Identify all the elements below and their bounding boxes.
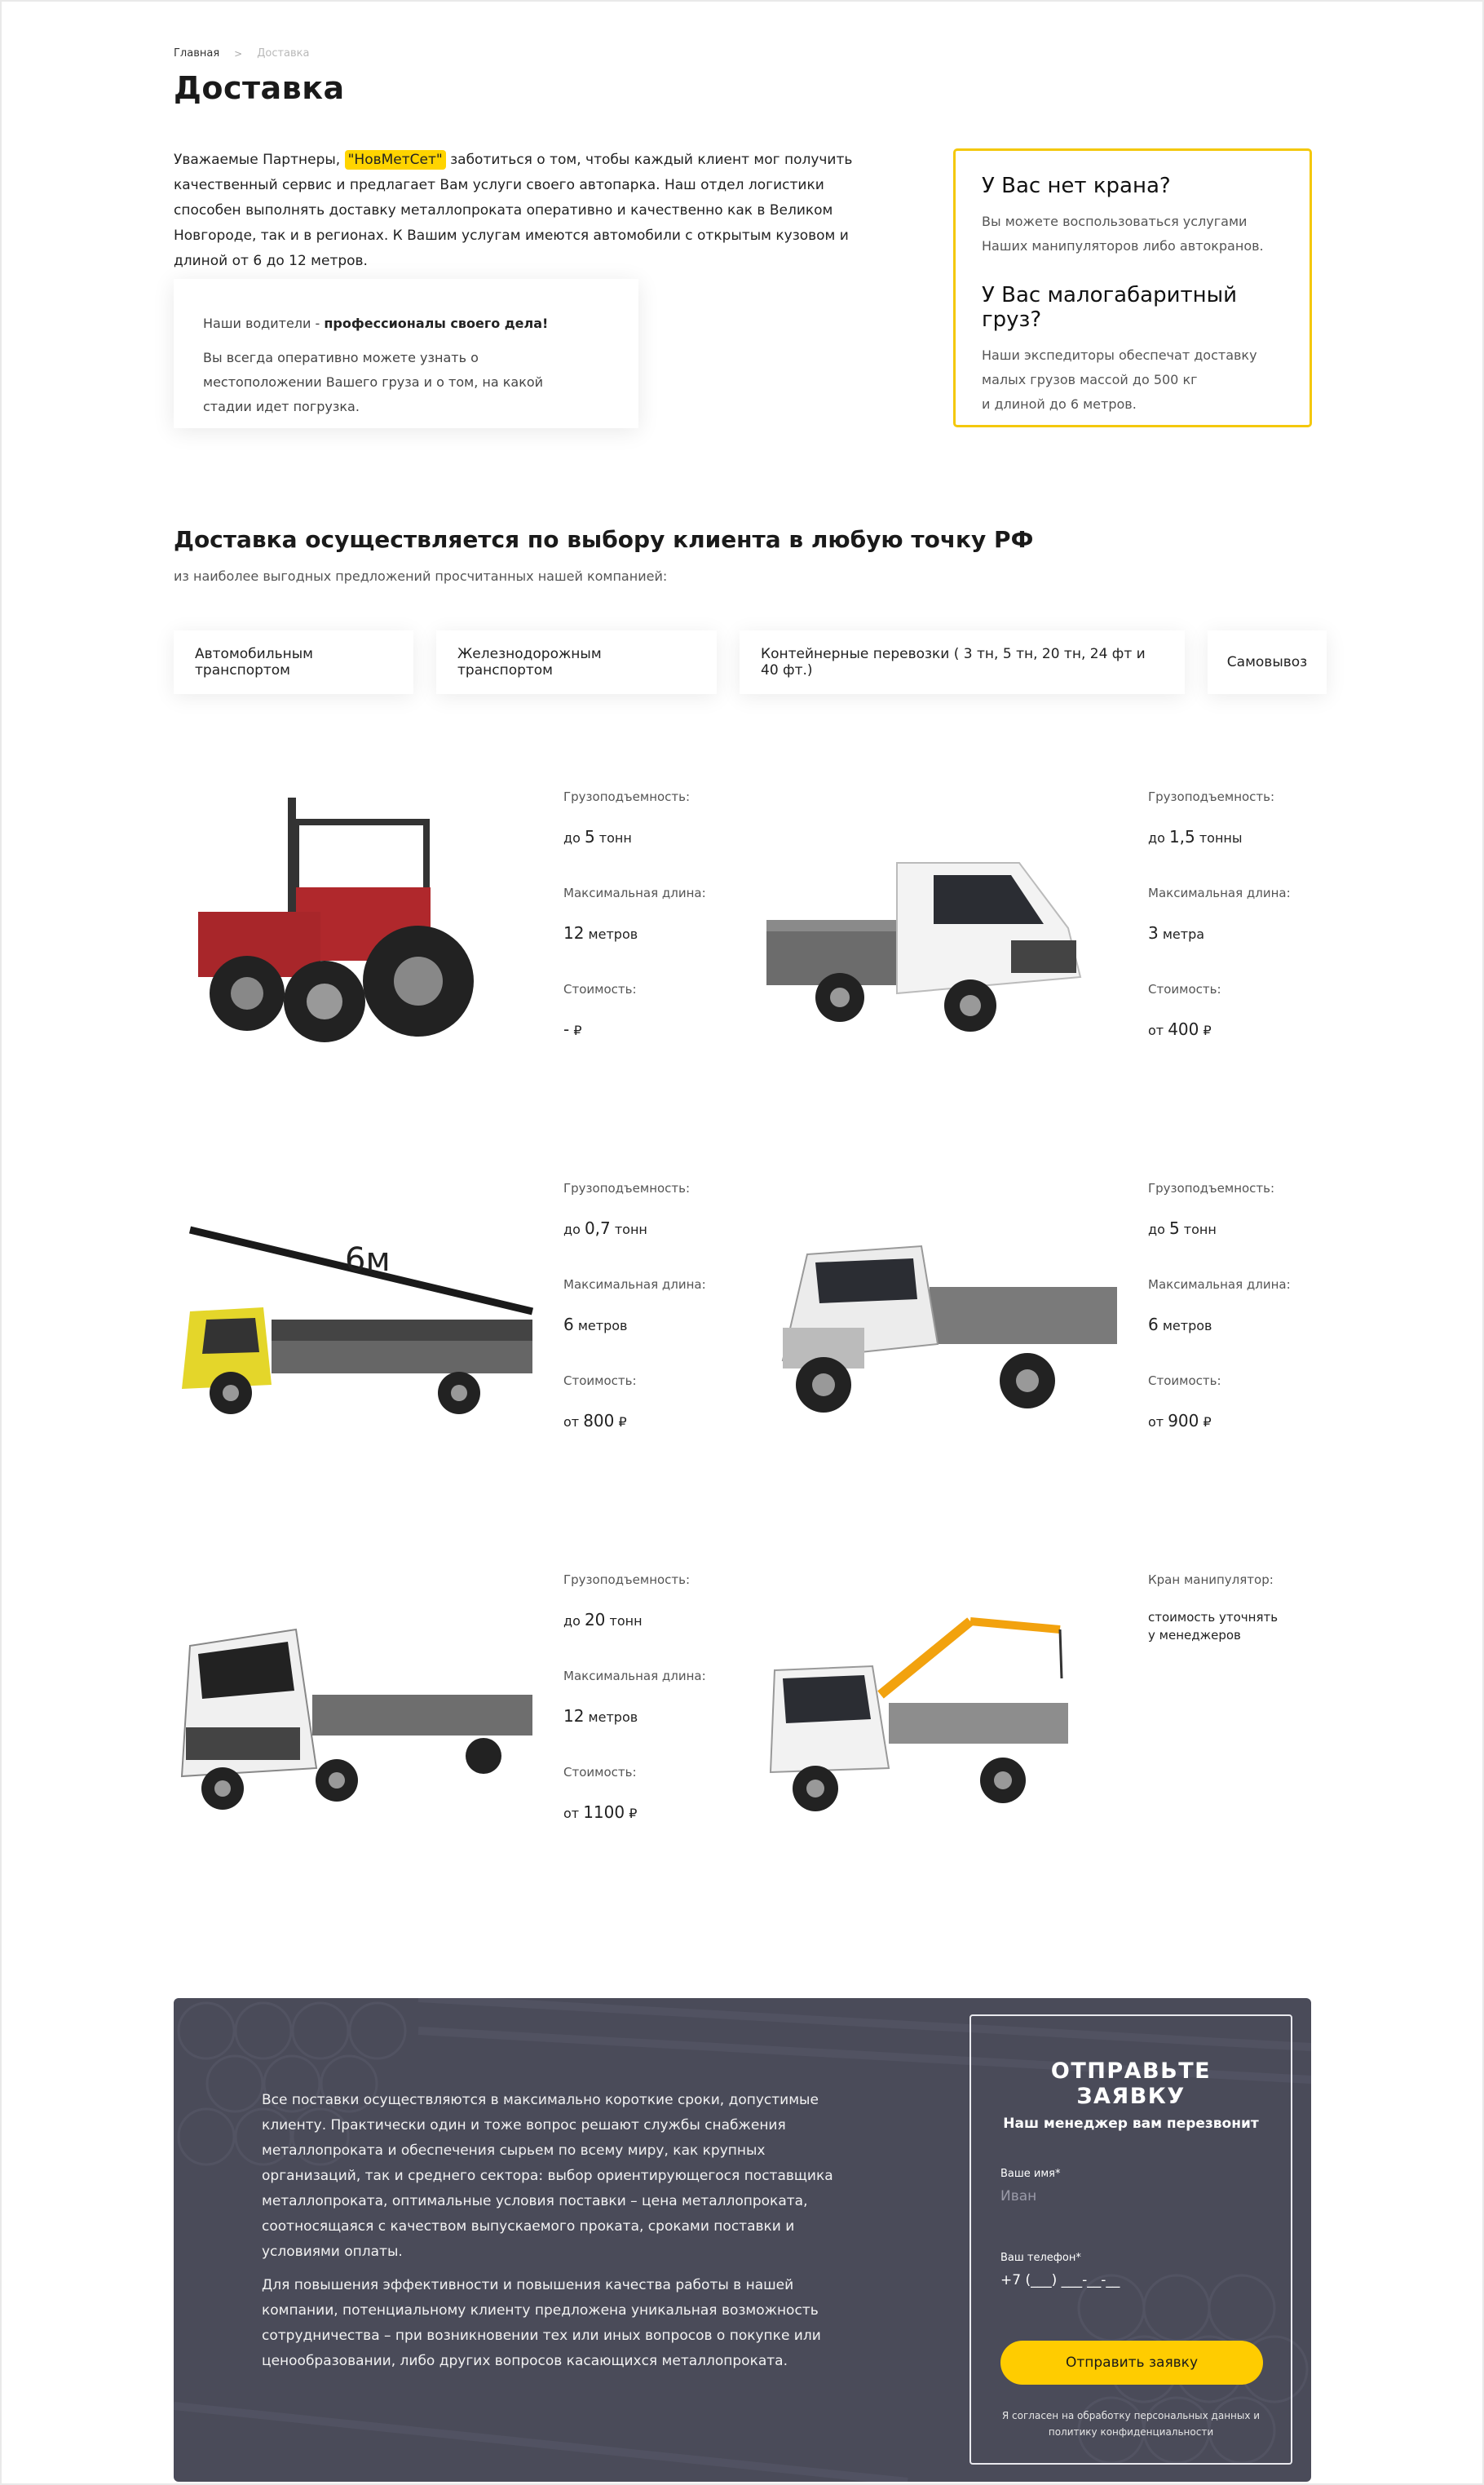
price-label: Стоимость: <box>563 1765 637 1780</box>
intro-text <box>174 148 891 274</box>
drivers-line2: Вы всегда оперативно можете узнать о местоположении Вашего груза и о том, на какой стадии идет погрузка. <box>203 350 544 414</box>
capacity-prefix: до <box>1148 830 1165 846</box>
length-number: 12 <box>563 923 585 943</box>
capacity-number: 0,7 <box>584 1218 611 1238</box>
length-number: 12 <box>563 1706 585 1726</box>
tab-pickup[interactable]: Самовывоз <box>1208 630 1327 694</box>
drivers-line1 <box>203 312 609 336</box>
form-title: ОТПРАВЬТЕ ЗАЯВКУ <box>1050 2058 1212 2109</box>
capacity-label: Грузоподъемность: <box>563 1181 691 1196</box>
length-value <box>1148 1315 1291 1334</box>
tab-railway[interactable]: Железнодорожным транспортом <box>436 630 717 694</box>
length-number: 6 <box>563 1315 574 1334</box>
length-label: Максимальная длина: <box>1148 886 1291 900</box>
tab-container[interactable]: Контейнерные перевозки ( 3 тн, 5 тн, 20 тн, 24 фт и 40 фт.) <box>740 630 1185 694</box>
length-number: 3 <box>1148 923 1159 943</box>
price-number: 1100 <box>583 1802 625 1822</box>
small-cargo-question: У Вас малогабаритный груз? <box>982 283 1238 332</box>
maz-trailer-image <box>174 1613 541 1842</box>
capacity-unit: тонн <box>598 830 632 846</box>
name-input[interactable] <box>1000 2188 1261 2204</box>
price-number: 800 <box>583 1411 615 1430</box>
vehicle-gazelle <box>758 789 1329 1099</box>
capacity-unit: тонны <box>1199 830 1243 846</box>
intro-before: Уважаемые Партнеры, <box>174 152 345 168</box>
maz-trailer-specs <box>563 1572 706 1861</box>
breadcrumb <box>174 47 310 60</box>
price-currency: ₽ <box>573 1023 582 1038</box>
vehicle-crane <box>758 1572 1329 1882</box>
capacity-unit: тонн <box>1183 1222 1217 1237</box>
delivery-tabs <box>174 630 1327 694</box>
price-label: Стоимость: <box>563 1373 637 1388</box>
crane-truck-image <box>758 1605 1084 1850</box>
price-value <box>563 1411 706 1430</box>
gazelle-6m-specs <box>563 1181 706 1470</box>
price-currency: ₽ <box>618 1414 627 1430</box>
delivery-title: Доставка осуществляется по выбору клиента в любую точку РФ <box>174 526 1034 553</box>
capacity-number: 5 <box>1168 1218 1180 1238</box>
crane-specs <box>1148 1572 1278 1683</box>
breadcrumb-current: Доставка <box>257 47 310 60</box>
capacity-value <box>563 1610 706 1629</box>
length-unit: метра <box>1162 926 1205 942</box>
price-prefix: от <box>563 1806 580 1821</box>
price-value <box>1148 1411 1291 1430</box>
drivers-line1-text: Наши водители - <box>203 316 325 331</box>
price-label: Стоимость: <box>1148 982 1221 997</box>
capacity-prefix: до <box>563 1613 581 1629</box>
capacity-value <box>1148 827 1291 847</box>
phone-label: Ваш телефон* <box>1000 2252 1081 2264</box>
price-value <box>563 1802 706 1822</box>
capacity-label: Грузоподъемность: <box>1148 789 1275 804</box>
length-label: Максимальная длина: <box>563 1277 706 1292</box>
price-number: 900 <box>1168 1411 1199 1430</box>
length-label: Максимальная длина: <box>563 1669 706 1683</box>
capacity-label: Грузоподъемность: <box>563 1572 691 1587</box>
capacity-unit: тонн <box>614 1222 647 1237</box>
price-currency: ₽ <box>1203 1023 1212 1038</box>
crane-note-line2: у менеджеров <box>1148 1628 1241 1643</box>
price-prefix: от <box>1148 1414 1164 1430</box>
request-description <box>262 2088 857 2382</box>
small-cargo-line1: Наши экспедиторы обеспечат доставку <box>982 347 1257 363</box>
price-prefix: от <box>1148 1023 1164 1038</box>
gaz-truck-image <box>758 1222 1125 1450</box>
capacity-value <box>563 827 706 847</box>
price-number: - <box>563 1019 570 1039</box>
price-currency: ₽ <box>629 1806 638 1821</box>
intro-after: заботиться о том, чтобы каждый клиент мог получить качественный сервис и предлагает Вам услуги своего автопарка. Наш отдел логистики способен выполнять доставку металлопроката оперативно и качественно как в Великом Новгороде, так и в регионах. К Вашим услугам имеются автомобили с открытым кузовом и длиной от 6 до 12 метров. <box>174 152 853 269</box>
capacity-number: 1,5 <box>1168 827 1195 847</box>
length-value <box>563 923 706 943</box>
crane-label: Кран манипулятор: <box>1148 1572 1274 1587</box>
crane-price-note <box>1148 1608 1278 1644</box>
request-paragraph-1: Все поставки осуществляются в максимально короткие сроки, допустимые клиенту. Практически один и тоже вопрос решают службы снабжения металлопроката и обеспечения сырьем по всему миру, как крупных организаций, так и среднего сектора: выбор ориентирующегося поставщика металлопроката, оптимальные условия поставки – цена металлопроката, соотносящаяся с качеством выпускаемого проката, сроками поставки и условиями оплаты. <box>262 2092 833 2260</box>
delivery-subtitle: из наиболее выгодных предложений просчитанных нашей компанией: <box>174 568 668 584</box>
capacity-number: 5 <box>584 827 595 847</box>
image-length-text: 6м <box>345 1241 391 1279</box>
gazelle-specs <box>1148 789 1291 1078</box>
capacity-prefix: до <box>1148 1222 1165 1237</box>
vehicle-tractor <box>174 789 744 1099</box>
request-paragraph-2: Для повышения эффективности и повышения качества работы в нашей компании, потенциальному клиенту предложена уникальная возможность сотрудничества – при возникновении тех или иных вопросов о покупке или ценообразовании, либо других вопросов касающихся металлопроката. <box>262 2277 821 2369</box>
vehicle-gaz-truck <box>758 1181 1329 1491</box>
price-label: Стоимость: <box>1148 1373 1221 1388</box>
gaz-truck-specs <box>1148 1181 1291 1470</box>
price-number: 400 <box>1168 1019 1199 1039</box>
length-unit: метров <box>588 926 638 942</box>
crane-info-box <box>953 148 1312 427</box>
crane-note-line1: стоимость уточнять <box>1148 1610 1279 1625</box>
page-title: Доставка <box>174 70 345 106</box>
crane-question: У Вас нет крана? <box>982 174 1171 198</box>
length-number: 6 <box>1148 1315 1159 1334</box>
length-unit: метров <box>588 1709 638 1725</box>
breadcrumb-separator: > <box>234 47 243 60</box>
price-prefix: от <box>563 1414 580 1430</box>
brand-highlight: "НовМетСет" <box>345 150 446 170</box>
crane-answer: Вы можете воспользоваться услугами Наших манипуляторов либо автокранов. <box>982 214 1264 254</box>
breadcrumb-home-link[interactable]: Главная <box>174 47 220 60</box>
drivers-card <box>174 279 638 428</box>
submit-request-button[interactable]: Отправить заявку <box>1000 2341 1263 2385</box>
vehicle-gazelle-6m <box>174 1181 744 1491</box>
name-label: Ваше имя* <box>1000 2168 1061 2180</box>
gazelle-6m-image <box>174 1222 549 1450</box>
tractor-specs <box>563 789 706 1078</box>
tab-auto[interactable]: Автомобильным транспортом <box>174 630 413 694</box>
phone-input[interactable] <box>1000 2272 1261 2288</box>
length-value <box>1148 923 1291 943</box>
length-label: Максимальная длина: <box>1148 1277 1291 1292</box>
small-cargo-line3: и длиной до 6 метров. <box>982 396 1137 412</box>
gazelle-image <box>758 830 1117 1059</box>
price-value <box>1148 1019 1291 1039</box>
capacity-value <box>563 1218 706 1238</box>
length-value <box>563 1315 706 1334</box>
capacity-prefix: до <box>563 1222 581 1237</box>
request-form <box>969 2014 1292 2465</box>
capacity-label: Грузоподъемность: <box>563 789 691 804</box>
length-label: Максимальная длина: <box>563 886 706 900</box>
capacity-number: 20 <box>584 1610 606 1629</box>
price-value <box>563 1019 706 1039</box>
request-section <box>174 1998 1311 2482</box>
consent-text[interactable] <box>1000 2408 1261 2440</box>
length-unit: метров <box>577 1318 628 1333</box>
small-cargo-answer <box>982 343 1283 417</box>
consent-line2: политику конфиденциальности <box>1048 2426 1214 2438</box>
length-value <box>563 1706 706 1726</box>
length-unit: метров <box>1162 1318 1212 1333</box>
capacity-prefix: до <box>563 830 581 846</box>
vehicle-maz-trailer <box>174 1572 744 1882</box>
capacity-value <box>1148 1218 1291 1238</box>
tractor-image <box>174 789 549 1067</box>
consent-line1: Я согласен на обработку персональных данных и <box>1001 2410 1261 2421</box>
capacity-unit: тонн <box>609 1613 643 1629</box>
capacity-label: Грузоподъемность: <box>1148 1181 1275 1196</box>
price-label: Стоимость: <box>563 982 637 997</box>
drivers-line1-bold: профессионалы своего дела! <box>324 316 549 331</box>
form-subtitle: Наш менеджер вам перезвонит <box>1003 2116 1259 2132</box>
price-currency: ₽ <box>1203 1414 1212 1430</box>
small-cargo-line2: малых грузов массой до 500 кг <box>982 372 1198 387</box>
